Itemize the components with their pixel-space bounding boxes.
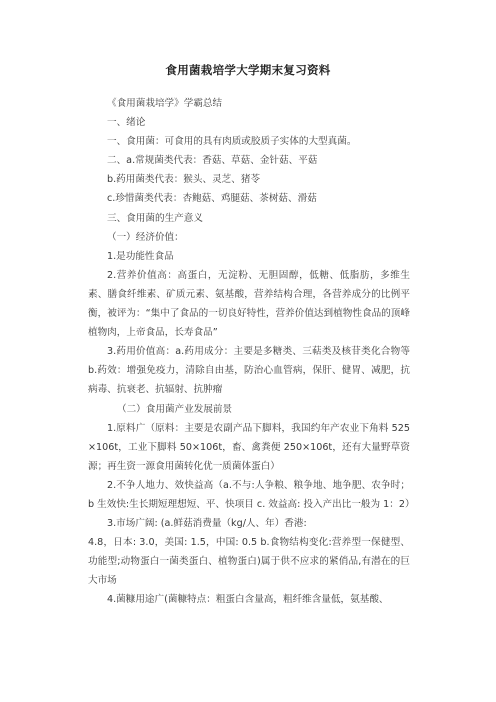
market-paragraph: 3.市场广阔: (a.鲜菇消费量（kg/人、年）香港:	[107, 518, 307, 530]
nutrition-paragraph: 2.营养价值高：高蛋白，无淀粉、无胆固醇，低糖、低脂肪，多维生素、膳食纤维素、矿质元素、氨基酸，营养结构合理，各营养成分的比例平衡，被评为：“集中了食品的一切良好特性，营养价值达到植物性食品的顶峰植物肉，上帝食品，长寿食品”	[88, 269, 410, 339]
section-heading-significance: 三、食用菌的生产意义	[107, 212, 203, 224]
section-heading-intro: 一、绪论	[107, 117, 146, 129]
common-fungi-paragraph: 二、a.常规菌类代表：香菇、草菇、金针菇、平菇	[107, 155, 318, 167]
spent-substrate-paragraph: 4.菌糠用途广(菌糠特点：粗蛋白含量高，粗纤维含量低，氨基酸、	[107, 594, 389, 606]
market-detail-paragraph: 4.8，日本: 3.0，美国: 1.5，中国: 0.5 b.食物结构变化:营养型一保健型、功能型;动物蛋白一菌类蛋白、植物蛋白)属于供不应求的紧俏品,有潜在的巨大市场	[88, 537, 410, 587]
medicinal-value-paragraph: 3.药用价值高：a.药用成分：主要是多糖类、三萜类及核苷类化合物等 b.药效：增强免疫力，清除自由基，防治心血管病，保肝、健胃、减肥，抗病毒、抗衰老、抗辐射、抗肿瘤	[88, 346, 410, 396]
functional-food-paragraph: 1.是功能性食品	[107, 250, 174, 262]
summary-heading: 《食用菌栽培学》学霸总结	[107, 98, 223, 109]
subsection-heading-prospects: （二）食用菌产业发展前景	[117, 403, 233, 415]
rare-fungi-paragraph: c.珍惜菌类代表：杏鲍菇、鸡腿菇、茶树菇、滑菇	[107, 193, 317, 205]
definition-paragraph: 一、食用菌：可食用的具有肉质或胶质子实体的大型真菌。	[107, 136, 357, 148]
raw-materials-paragraph: 1.原料广（原料：主要是农副产品下脚料，我国约年产农业下角料 525×106t，工业下脚料 50×106t，畜、禽粪便 250×106t，还有大量野草资源；再生资一源食用菌转化优一质菌体蛋白）	[88, 422, 410, 472]
document-title: 食用菌栽培学大学期末复习资料	[165, 63, 331, 77]
medicinal-fungi-paragraph: b.药用菌类代表：猴头、灵芝、猪苓	[107, 174, 261, 186]
efficiency-paragraph: 2.不争人地力、效快益高（a.不与:人争粮、粮争地、地争肥、农争时；b 生效快:生长期短理想短、平、快项目 c. 效益高: 投入产出比一般为 1：2）	[88, 479, 415, 510]
subsection-heading-economic: （一）经济价值：	[107, 231, 184, 243]
document-body	[88, 94, 415, 610]
